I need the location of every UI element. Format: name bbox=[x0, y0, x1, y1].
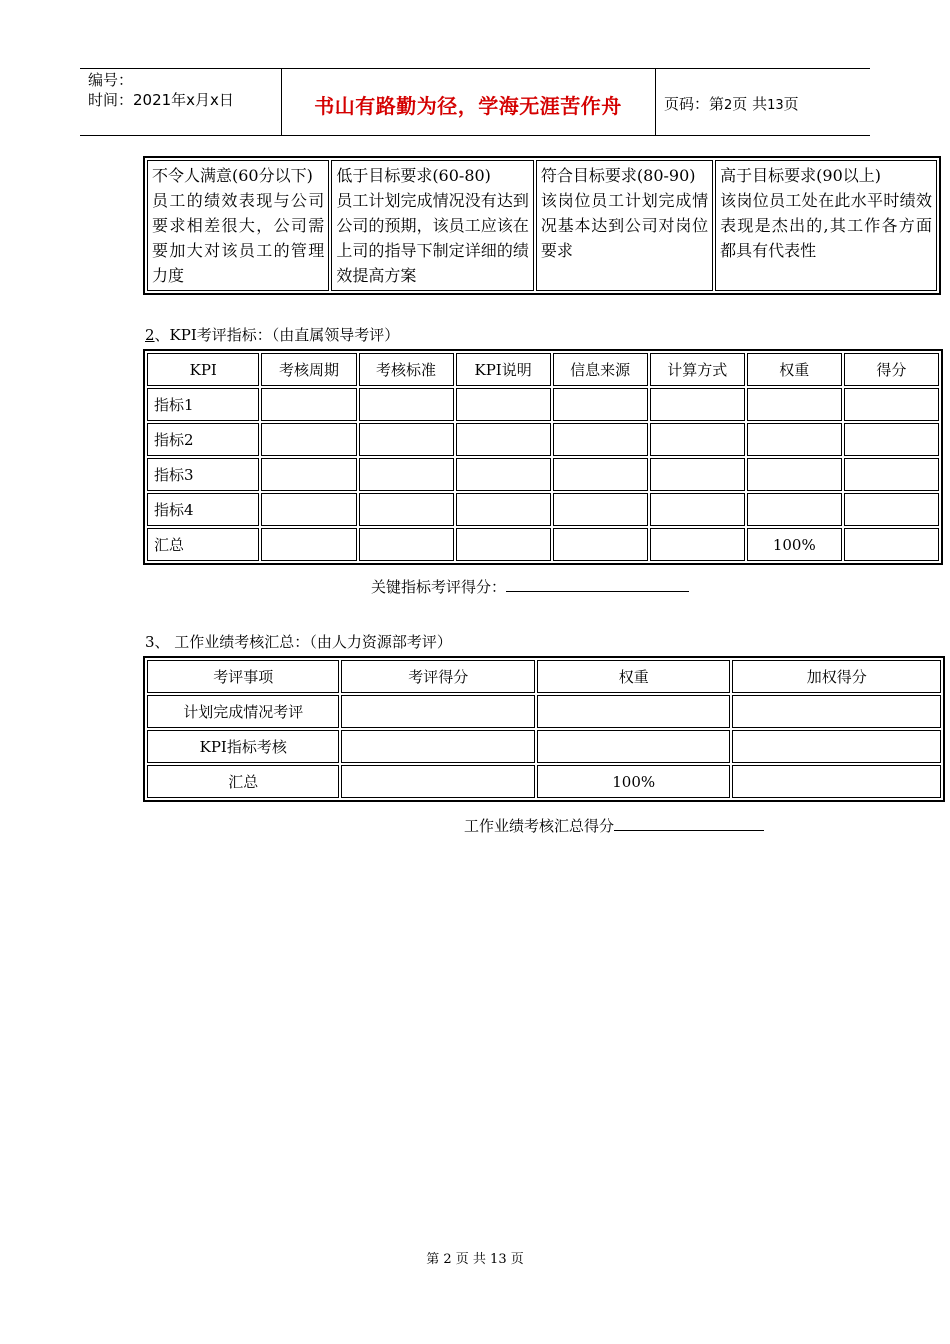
kpi-method-cell[interactable] bbox=[650, 423, 745, 456]
kpi-standard-cell[interactable] bbox=[359, 458, 454, 491]
kpi-score-cell[interactable] bbox=[844, 458, 939, 491]
kpi-score-cell[interactable] bbox=[844, 528, 939, 561]
rating-level-cell bbox=[715, 160, 937, 291]
kpi-table bbox=[143, 349, 943, 565]
page-total: 13 bbox=[767, 98, 784, 113]
kpi-standard-cell[interactable] bbox=[359, 528, 454, 561]
page-mid: 页 共 bbox=[732, 95, 768, 113]
kpi-cycle-cell[interactable] bbox=[261, 528, 356, 561]
kpi-header-cell: 计算方式 bbox=[650, 353, 745, 386]
summary-header-cell: 考评得分 bbox=[341, 660, 534, 693]
kpi-header-cell: 考核周期 bbox=[261, 353, 356, 386]
document-date: 时间：2021年x月x日 bbox=[88, 91, 234, 109]
summary-row bbox=[147, 695, 941, 728]
kpi-score-cell[interactable] bbox=[844, 388, 939, 421]
rating-level-cell bbox=[147, 160, 329, 291]
kpi-header-cell: 权重 bbox=[747, 353, 842, 386]
kpi-header-row bbox=[147, 353, 939, 386]
kpi-source-cell[interactable] bbox=[553, 458, 648, 491]
kpi-row-label: 指标4 bbox=[147, 493, 259, 526]
kpi-row bbox=[147, 423, 939, 456]
kpi-header-cell: KPI说明 bbox=[456, 353, 551, 386]
rating-level-table bbox=[143, 156, 941, 295]
kpi-standard-cell[interactable] bbox=[359, 423, 454, 456]
summary-score-line bbox=[464, 815, 764, 836]
kpi-standard-cell[interactable] bbox=[359, 493, 454, 526]
kpi-score-blank[interactable] bbox=[506, 577, 689, 592]
header-divider-right bbox=[655, 68, 656, 136]
summary-weighted-score-cell[interactable] bbox=[732, 695, 941, 728]
kpi-cycle-cell[interactable] bbox=[261, 388, 356, 421]
rating-level-title: 低于目标要求(60-80) bbox=[336, 166, 491, 185]
kpi-description-cell[interactable] bbox=[456, 528, 551, 561]
rating-level-title: 高于目标要求(90以上) bbox=[720, 166, 881, 185]
summary-item-label: 汇总 bbox=[147, 765, 339, 798]
summary-header-row bbox=[147, 660, 941, 693]
kpi-header-cell: 信息来源 bbox=[553, 353, 648, 386]
summary-score-label: 工作业绩考核汇总得分 bbox=[464, 817, 615, 835]
kpi-score-cell[interactable] bbox=[844, 423, 939, 456]
summary-item-label: KPI指标考核 bbox=[147, 730, 339, 763]
header-top-rule bbox=[80, 68, 870, 69]
kpi-row-label: 指标2 bbox=[147, 423, 259, 456]
section2-heading: 、KPI考评指标：（由直属领导考评） bbox=[154, 326, 400, 344]
kpi-row bbox=[147, 388, 939, 421]
kpi-row-label: 指标3 bbox=[147, 458, 259, 491]
kpi-cycle-cell[interactable] bbox=[261, 458, 356, 491]
rating-level-cell bbox=[536, 160, 713, 291]
kpi-weight-cell: 100% bbox=[747, 528, 842, 561]
kpi-source-cell[interactable] bbox=[553, 528, 648, 561]
kpi-score-cell[interactable] bbox=[844, 493, 939, 526]
kpi-total-row bbox=[147, 528, 939, 561]
section2-number: 2 bbox=[145, 326, 155, 344]
kpi-cycle-cell[interactable] bbox=[261, 493, 356, 526]
summary-weighted-score-cell[interactable] bbox=[732, 730, 941, 763]
kpi-description-cell[interactable] bbox=[456, 458, 551, 491]
header-bottom-rule bbox=[80, 135, 870, 136]
kpi-row bbox=[147, 458, 939, 491]
kpi-method-cell[interactable] bbox=[650, 458, 745, 491]
summary-item-label: 计划完成情况考评 bbox=[147, 695, 339, 728]
header-meta bbox=[88, 70, 234, 110]
rating-level-title: 符合目标要求(80-90) bbox=[540, 166, 696, 185]
kpi-weight-cell[interactable] bbox=[747, 423, 842, 456]
kpi-weight-cell[interactable] bbox=[747, 388, 842, 421]
summary-header-cell: 权重 bbox=[537, 660, 730, 693]
summary-score-cell[interactable] bbox=[341, 730, 534, 763]
kpi-description-cell[interactable] bbox=[456, 493, 551, 526]
kpi-source-cell[interactable] bbox=[553, 388, 648, 421]
section3-title: 3、 工作业绩考核汇总：（由人力资源部考评） bbox=[145, 633, 452, 651]
summary-score-cell[interactable] bbox=[341, 765, 534, 798]
summary-weight-cell: 100% bbox=[537, 765, 730, 798]
summary-score-cell[interactable] bbox=[341, 695, 534, 728]
summary-score-blank[interactable] bbox=[614, 816, 764, 831]
rating-level-description: 该岗位员工处在此水平时绩效表现是杰出的,其工作各方面都具有代表性 bbox=[720, 191, 932, 260]
summary-header-cell: 考评事项 bbox=[147, 660, 339, 693]
summary-weight-cell[interactable] bbox=[537, 695, 730, 728]
kpi-description-cell[interactable] bbox=[456, 388, 551, 421]
kpi-header-cell: 得分 bbox=[844, 353, 939, 386]
header-motto: 书山有路勤为径，学海无涯苦作舟 bbox=[314, 94, 622, 118]
section2-title bbox=[145, 324, 399, 345]
kpi-source-cell[interactable] bbox=[553, 493, 648, 526]
kpi-header-cell: KPI bbox=[147, 353, 259, 386]
kpi-method-cell[interactable] bbox=[650, 528, 745, 561]
header-page-indicator bbox=[664, 93, 799, 114]
page-current: 2 bbox=[724, 98, 733, 113]
kpi-row bbox=[147, 493, 939, 526]
kpi-cycle-cell[interactable] bbox=[261, 423, 356, 456]
rating-level-title: 不令人满意(60分以下) bbox=[152, 166, 313, 185]
kpi-score-label: 关键指标考评得分： bbox=[371, 578, 507, 596]
rating-level-description: 员工的绩效表现与公司要求相差很大，公司需要加大对该员工的管理力度 bbox=[152, 191, 325, 285]
page-prefix: 页码：第 bbox=[664, 95, 725, 113]
rating-level-description: 该岗位员工计划完成情况基本达到公司对岗位要求 bbox=[540, 191, 709, 260]
rating-level-description: 员工计划完成情况没有达到公司的预期，该员工应该在上司的指导下制定详细的绩效提高方案 bbox=[336, 191, 529, 285]
page-suffix: 页 bbox=[783, 95, 799, 113]
kpi-standard-cell[interactable] bbox=[359, 388, 454, 421]
summary-weighted-score-cell[interactable] bbox=[732, 765, 941, 798]
document-number-label: 编号： bbox=[88, 71, 134, 89]
kpi-weight-cell[interactable] bbox=[747, 458, 842, 491]
kpi-source-cell[interactable] bbox=[553, 423, 648, 456]
kpi-method-cell[interactable] bbox=[650, 493, 745, 526]
kpi-row-label: 指标1 bbox=[147, 388, 259, 421]
kpi-description-cell[interactable] bbox=[456, 423, 551, 456]
summary-weight-cell[interactable] bbox=[537, 730, 730, 763]
kpi-method-cell[interactable] bbox=[650, 388, 745, 421]
kpi-row-label: 汇总 bbox=[147, 528, 259, 561]
kpi-score-line bbox=[371, 576, 689, 597]
rating-level-row bbox=[147, 160, 937, 291]
summary-header-cell: 加权得分 bbox=[732, 660, 941, 693]
summary-total-row bbox=[147, 765, 941, 798]
summary-row bbox=[147, 730, 941, 763]
performance-summary-table bbox=[143, 656, 945, 802]
kpi-header-cell: 考核标准 bbox=[359, 353, 454, 386]
kpi-weight-cell[interactable] bbox=[747, 493, 842, 526]
rating-level-cell bbox=[331, 160, 534, 291]
page-footer: 第 2 页 共 13 页 bbox=[426, 1252, 524, 1267]
